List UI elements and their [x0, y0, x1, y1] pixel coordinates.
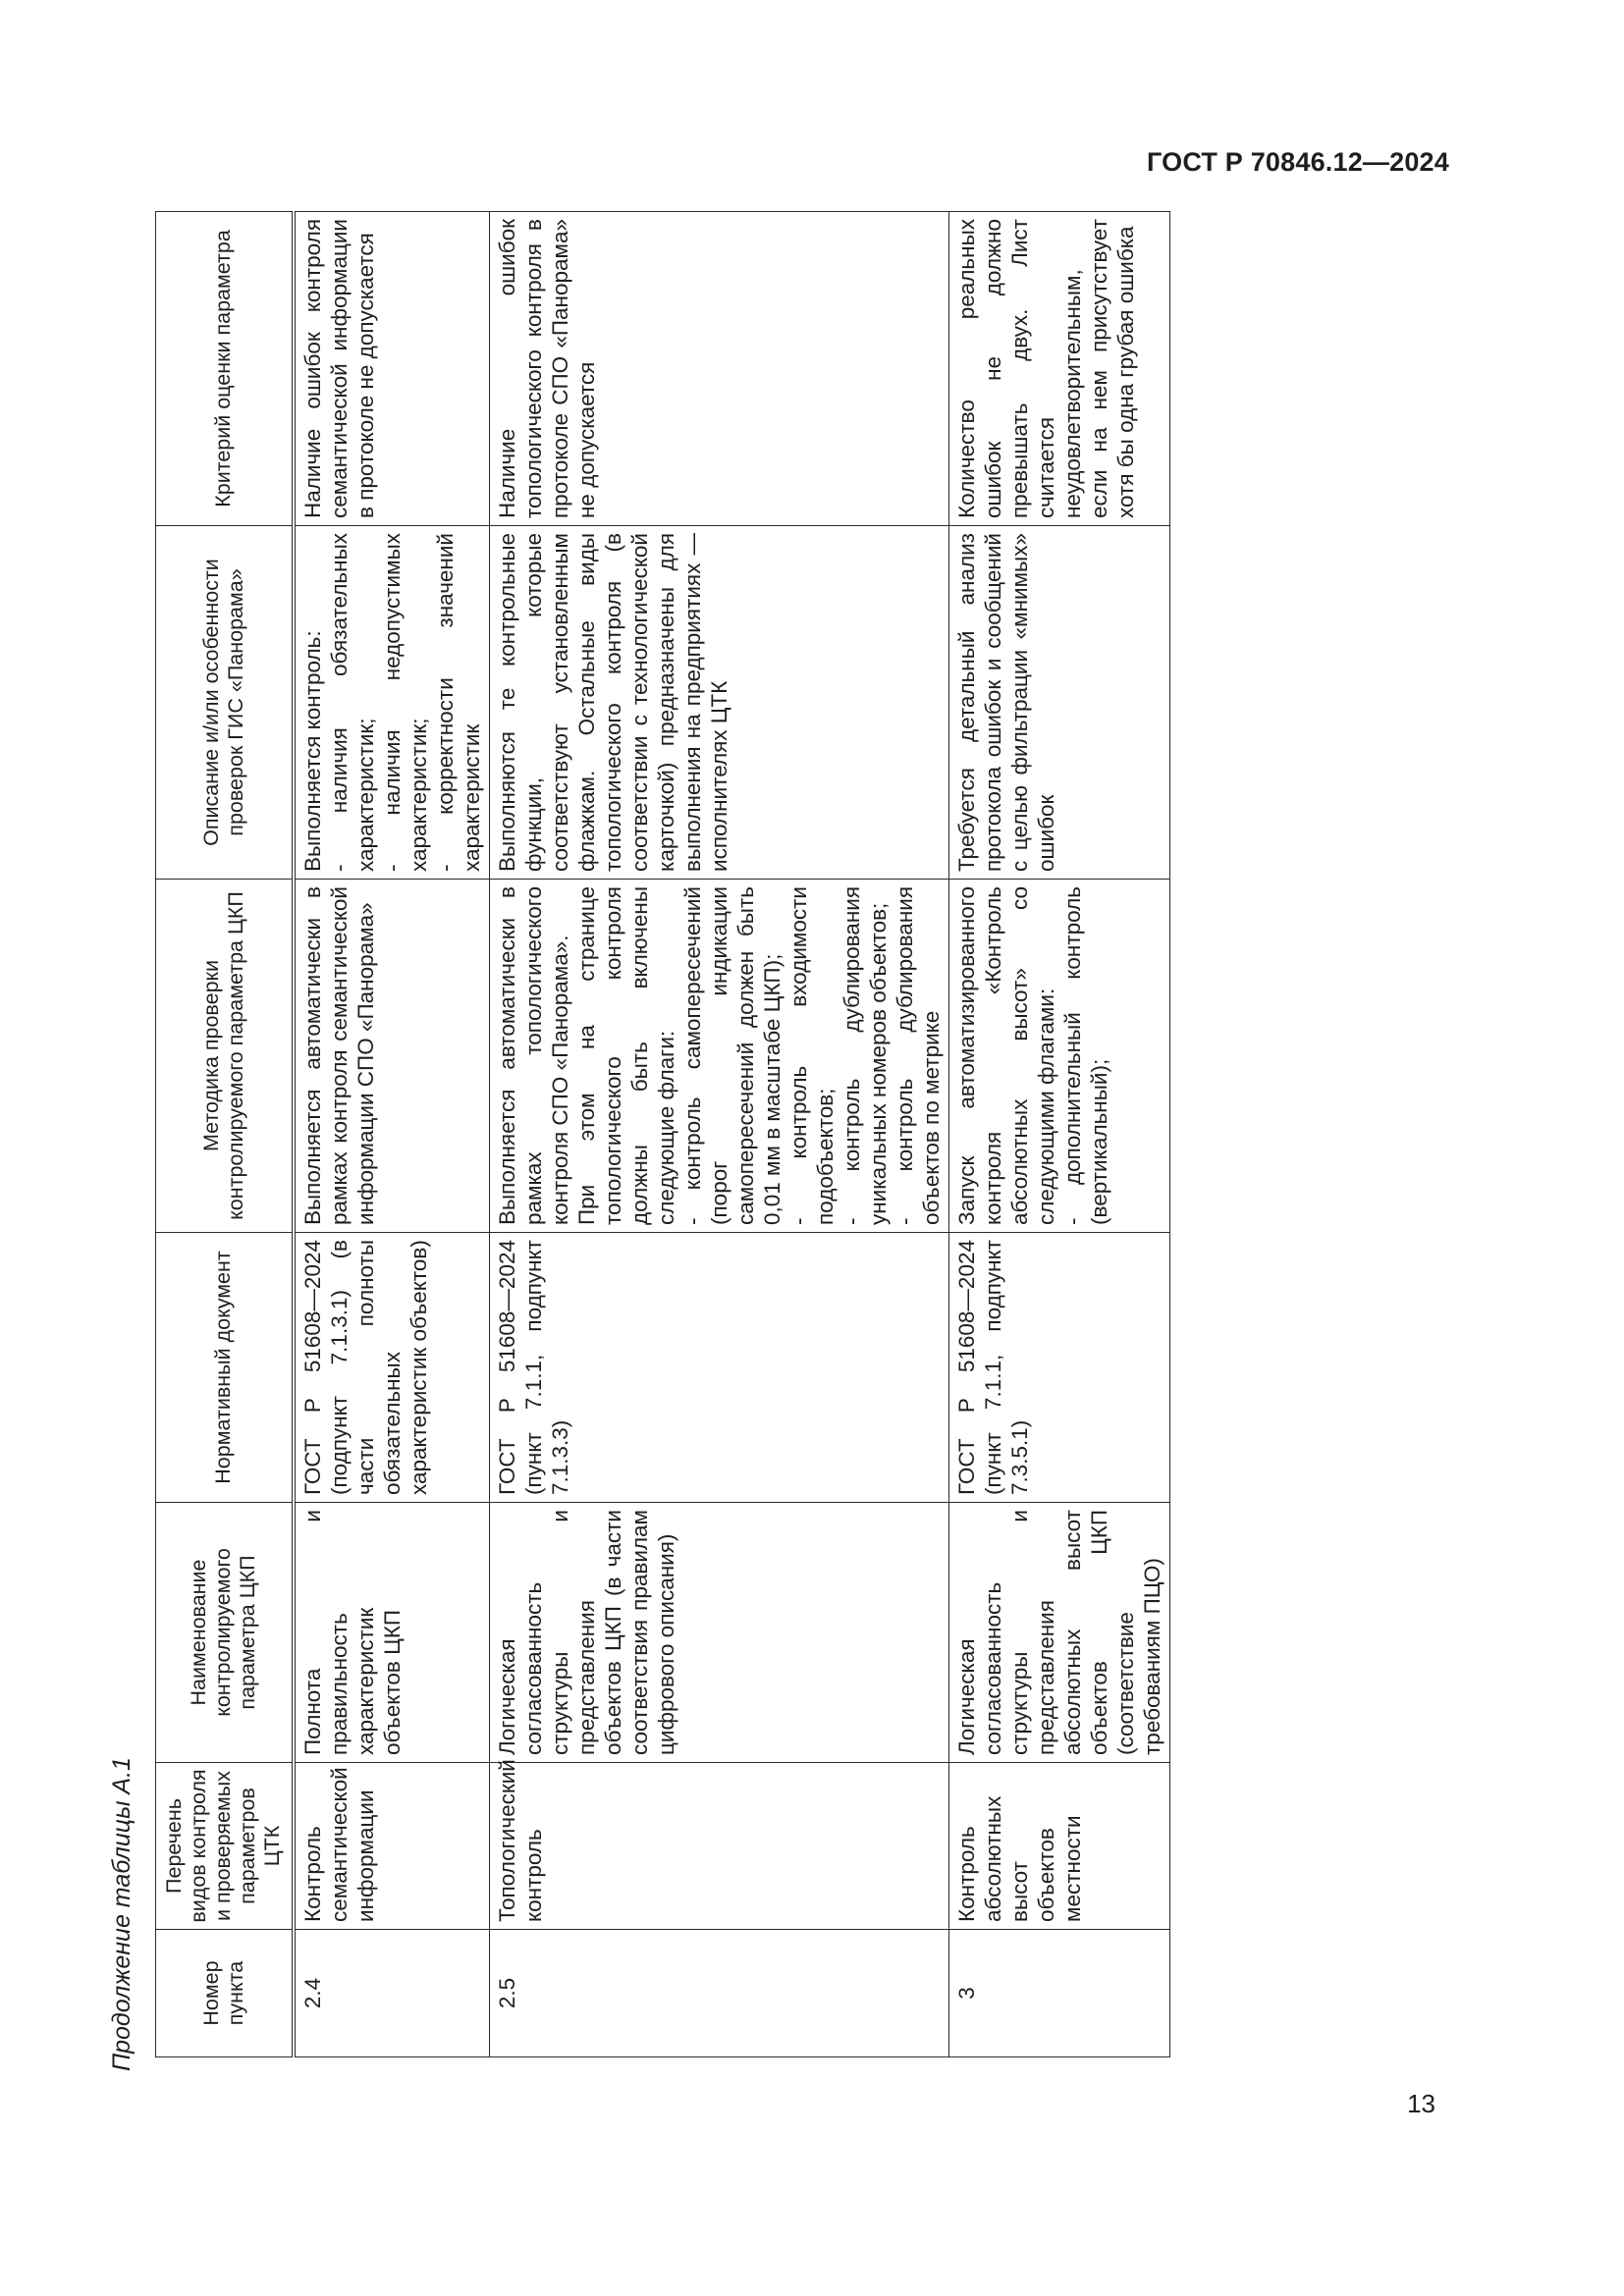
cell-criterion: Наличие ошибок топологического контроля в протоколе СПО «Панорама» не допускается — [489, 212, 948, 526]
col-header-description: Описание и/или особенности проверок ГИС «Панорама» — [156, 526, 294, 880]
cell-param: Полнота и правильность характеристик объектов ЦКП — [294, 1503, 490, 1763]
cell-description: Выполняются те контрольные функции, которые соответствуют установленным флажкам. Остальные виды топологического контроля (в соответствии с технологической карточкой) предназначены для выполнения на предприятиях — исполнителях ЦТК — [489, 526, 948, 880]
cell-description: Требуется детальный анализ протокола ошибок и сообщений с целью фильтрации «мнимых» ошибок — [948, 526, 1169, 880]
cell-number: 3 — [948, 1930, 1169, 2057]
cell-number: 2.4 — [294, 1930, 490, 2057]
col-header-param: Наименование контролируемого параметра ЦКП — [156, 1503, 294, 1763]
method-line: - контроль входимости подобъектов; — [785, 886, 838, 1225]
document-code: ГОСТ Р 70846.12—2024 — [1147, 147, 1449, 177]
cell-method — [489, 880, 948, 1233]
method-line: При этом на странице топологического контроля должны быть включены следующие флаги: — [573, 886, 678, 1225]
cell-method — [948, 880, 1169, 1233]
description-line: - наличия обязательных характеристик; — [326, 533, 378, 872]
control-table — [155, 211, 1170, 2057]
cell-norm: ГОСТ Р 51608—2024 (подпункт 7.1.3.1) (в части полноты обязательных характеристик объектов) — [294, 1233, 490, 1503]
description-line: Выполняется контроль: — [299, 630, 325, 872]
cell-norm: ГОСТ Р 51608—2024 (пункт 7.1.1, подпункт 7.1.3.3) — [489, 1233, 948, 1503]
method-line: Запуск автоматизированного контроля «Контроль абсолютных высот» со следующими флагами: — [953, 886, 1058, 1225]
cell-criterion: Количество реальных ошибок не должно превышать двух. Лист считается неудовлетворительным, если на нем присутствует хотя бы одна грубая ошибка — [948, 212, 1169, 526]
col-header-control: Перечень видов контроля и проверяемых параметров ЦТК — [156, 1763, 294, 1930]
table-caption: Продолжение таблицы А.1 — [108, 1757, 135, 2071]
cell-param: Логическая согласованность структуры и представления абсолютных высот объектов ЦКП (соответствие требованиям ПЦО) — [948, 1503, 1169, 1763]
col-header-criterion: Критерий оценки параметра — [156, 212, 294, 526]
table-row — [948, 212, 1169, 2057]
method-line: Выполняется автоматически в рамках топологического контроля СПО «Панорама». — [494, 886, 572, 1225]
description-line: - наличия недопустимых характеристик; — [379, 533, 431, 872]
method-line: - контроль самопересечений (порог индикации самопересечений должен быть 0,01 мм в масштабе ЦКП); — [679, 886, 785, 1225]
table-header-row — [156, 212, 294, 2057]
col-header-norm: Нормативный документ — [156, 1233, 294, 1503]
col-header-number: Номер пункта — [156, 1930, 294, 2057]
cell-param: Логическая согласованность структуры и представления объектов ЦКП (в части соответствия правилам цифрового описания) — [489, 1503, 948, 1763]
cell-method: Выполняется автоматически в рамках контроля семантической информации СПО «Панорама» — [294, 880, 490, 1233]
method-line: - дополнительный контроль (вертикальный); — [1059, 886, 1111, 1225]
rotated-table-block — [108, 187, 1404, 2071]
description-line: - корректности значений характеристик — [432, 533, 484, 872]
cell-control: Контроль абсолютных высот объектов местности — [948, 1763, 1169, 1930]
cell-control: Топологический контроль — [489, 1763, 948, 1930]
col-header-method: Методика проверки контролируемого параметра ЦКП — [156, 880, 294, 1233]
method-line: - контроль дублирования уникальных номеров объектов; — [839, 886, 891, 1225]
cell-criterion: Наличие ошибок контроля семантической информации в протоколе не допускается — [294, 212, 490, 526]
cell-description — [294, 526, 490, 880]
cell-number: 2.5 — [489, 1930, 948, 2057]
cell-norm: ГОСТ Р 51608—2024 (пункт 7.1.1, подпункт 7.3.5.1) — [948, 1233, 1169, 1503]
cell-control: Контроль семантической информации — [294, 1763, 490, 1930]
page-number: 13 — [1407, 2089, 1435, 2118]
table-row — [294, 212, 490, 2057]
method-line: - контроль дублирования объектов по метрике — [892, 886, 944, 1225]
table-row — [489, 212, 948, 2057]
